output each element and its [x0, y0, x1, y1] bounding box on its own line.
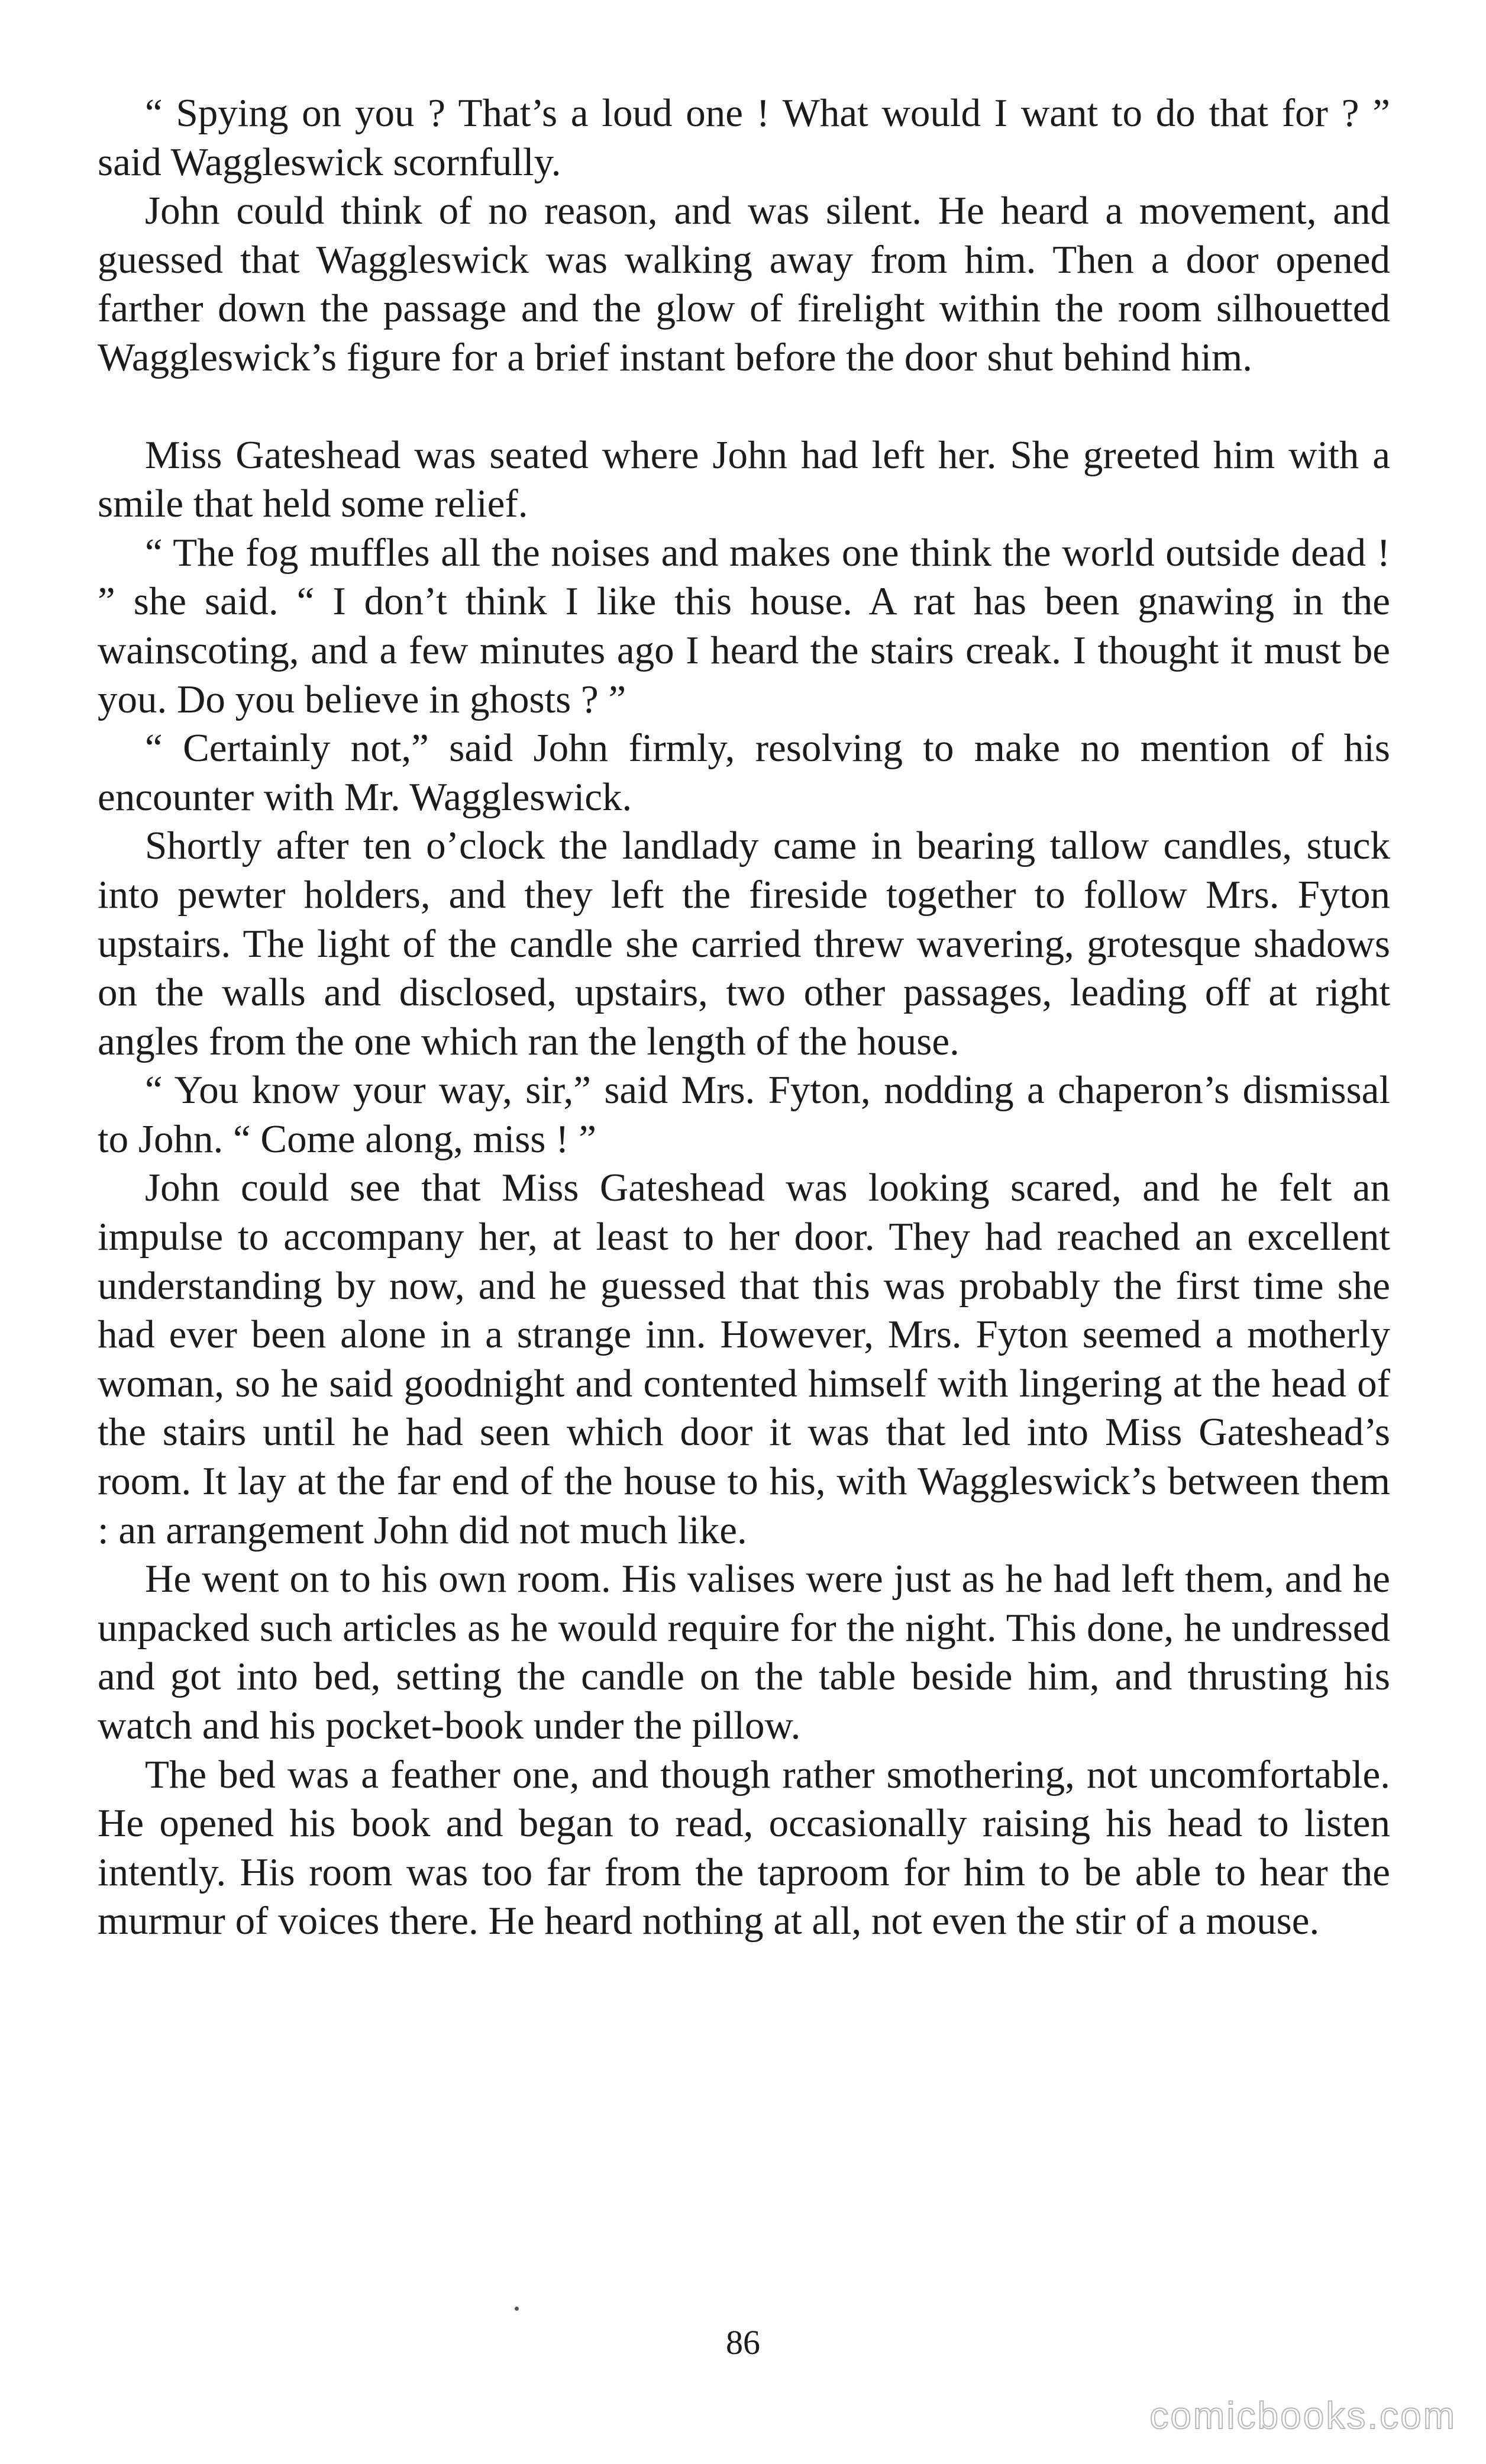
paragraph-7: “ You know your way, sir,” said Mrs. Fyton, nodding a chaperon’s dismissal to John. “ Come along, miss ! ”	[98, 1068, 1390, 1161]
paragraph-5: “ Certainly not,” said John firmly, resolving to make no mention of his encounter with Mr. Waggleswick.	[98, 726, 1390, 819]
body-text	[98, 89, 1390, 1946]
print-speck	[515, 2307, 519, 2311]
watermark: comicbooks.com	[1149, 2394, 1456, 2437]
paragraph-2: John could think of no reason, and was silent. He heard a movement, and guessed that Waggleswick was walking away from him. Then a door opened farther down the passage and the glow of firelight within the room silhouetted Waggleswick’s figure for a brief instant before the door shut behind him.	[98, 189, 1390, 379]
paragraph-3: Miss Gateshead was seated where John had left her. She greeted him with a smile that held some relief.	[98, 433, 1390, 526]
paragraph-10: The bed was a feather one, and though rather smothering, not uncomfortable. He opened his book and began to read, occasionally raising his head to listen intently. His room was too far from the taproom for him to be able to hear the murmur of voices there. He heard nothing at all, not even the stir of a mouse.	[98, 1752, 1390, 1943]
page-number: 86	[726, 2323, 760, 2362]
paragraph-4: “ The fog muffles all the noises and makes one think the world outside dead ! ” she said. “ I don’t think I like this house. A rat has been gnawing in the wainscoting, and a few minutes ago I heard the stairs creak. I thought it must be you. Do you believe in ghosts ? ”	[98, 530, 1390, 721]
paragraph-9: He went on to his own room. His valises were just as he had left them, and he unpacked such articles as he would require for the night. This done, he undressed and got into bed, setting the candle on the table beside him, and thrusting his watch and his pocket-book under the pillow.	[98, 1557, 1390, 1747]
section-break	[98, 382, 1390, 431]
paragraph-8: John could see that Miss Gateshead was looking scared, and he felt an impulse to accompany her, at least to her door. They had reached an excellent understanding by now, and he guessed that this was probably the first time she had ever been alone in a strange inn. However, Mrs. Fyton seemed a motherly woman, so he said goodnight and contented himself with lingering at the head of the stairs until he had seen which door it was that led into Miss Gateshead’s room. It lay at the far end of the house to his, with Waggleswick’s between them : an arrangement John did not much like.	[98, 1166, 1390, 1552]
paragraph-6: Shortly after ten o’clock the landlady came in bearing tallow candles, stuck into pewter holders, and they left the fireside together to follow Mrs. Fyton upstairs. The light of the candle she carried threw wavering, grotesque shadows on the walls and disclosed, upstairs, two other passages, leading off at right angles from the one which ran the length of the house.	[98, 824, 1390, 1063]
paragraph-1: “ Spying on you ? That’s a loud one ! What would I want to do that for ? ” said Waggleswick scornfully.	[98, 91, 1390, 184]
